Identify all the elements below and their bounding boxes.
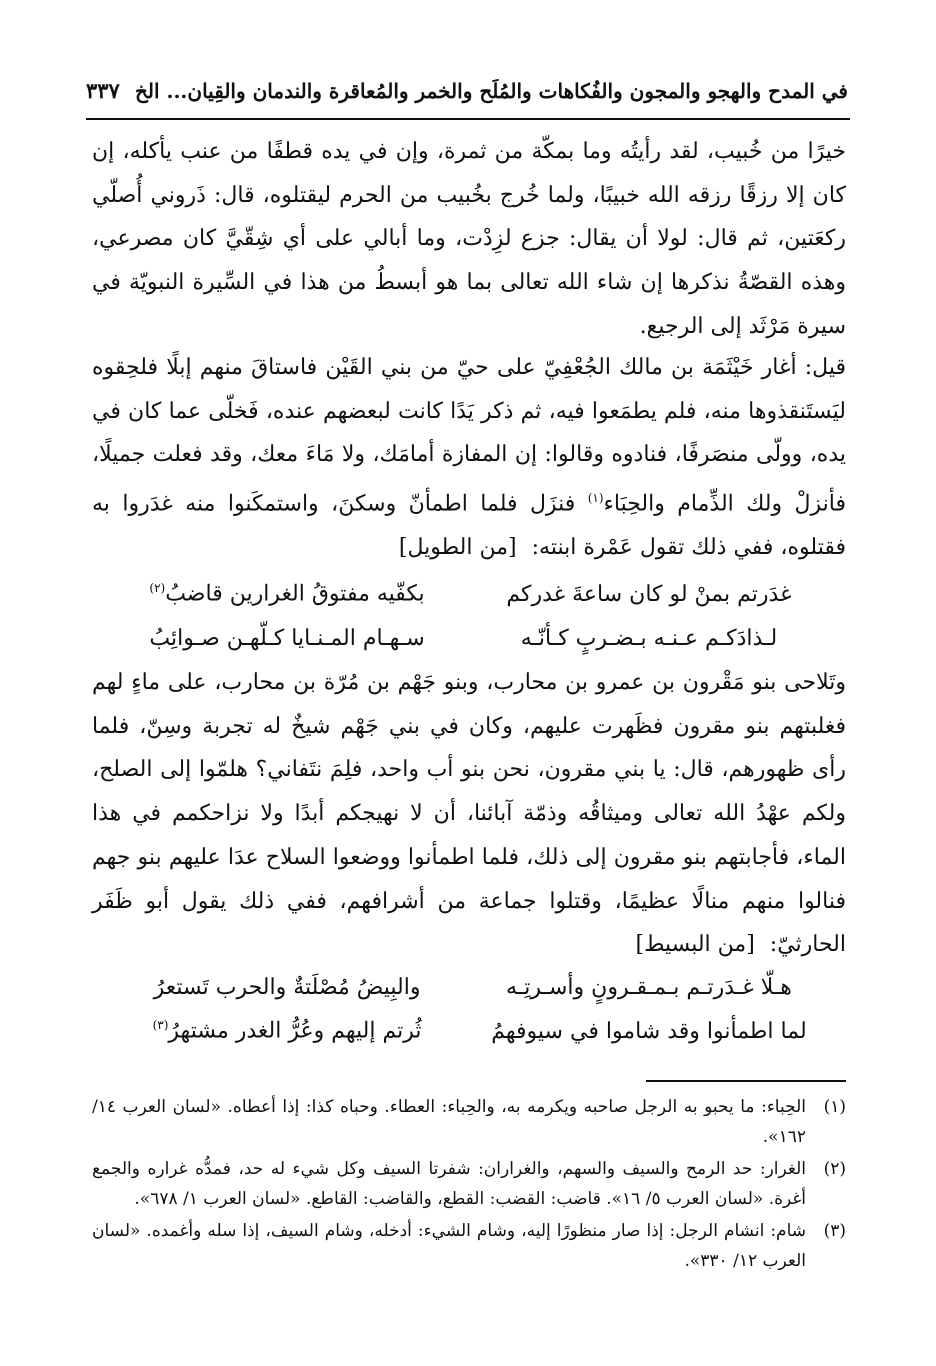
meter-label: [من البسيط] (635, 932, 755, 958)
footnote-rule (646, 1080, 846, 1082)
verse-second-hemistich (120, 1018, 454, 1043)
verse-line (120, 965, 816, 1009)
verse-first-hemistich: غدَرتم بمنْ لو كان ساعةَ غدركم (506, 581, 792, 607)
footnote (92, 1092, 846, 1152)
paragraph-text (92, 661, 846, 967)
paragraph-2 (92, 346, 846, 570)
verse-second-hemistich: سـهـام المـنـايا كـلّهـن صـوائِبُ (149, 625, 425, 651)
footnotes (92, 1092, 846, 1278)
footnote-number: (٣) (823, 1221, 846, 1241)
verse-second-hemistich: والبِيضُ مُصْلَتةٌ والحرب تَستعرُ (153, 974, 421, 1000)
footnote-number: (٢) (823, 1159, 846, 1179)
verse-text: ثُرتم إليهم وعُرُّ الغدر مشتهرُ (168, 1018, 422, 1044)
verse-line (120, 1009, 816, 1053)
paragraph-text (92, 346, 846, 570)
header-rule (86, 118, 850, 120)
running-header (86, 78, 848, 103)
verse-text: بكفّيه مفتوقُ الغرارين قاضبُ (165, 581, 425, 607)
paragraph-1 (92, 130, 846, 349)
verse-first-hemistich: هـلّا غـدَرتـم بـمـقـرونٍ وأسـرتِـه (506, 974, 792, 1000)
verse-line (120, 572, 816, 616)
paragraph-text-part: فنزَل فلما اطمأنّ وسكنَ، واستمكَنوا منه غدَروا به فقتلوه، ففي ذلك تقول عَمْرة ابنته: (92, 491, 846, 561)
paragraph-text: خيرًا من خُبيب، لقد رأيتُه وما بمكّة من ثمرة، وإن في يده قطفًا من عنب يأكله، إن كان إلا رزقًا رزقه الله خبيبًا، ولما خُرج بخُبيب من الحرم ليقتلوه، قال: ذَروني أُصلّي ركعَتين، ثم قال: لولا أن يقال: جزع لزِدْت، وما أبالي على أي شِقّيَّ كان مصرعي، وهذه القصّةُ نذكرها إن شاء الله تعالى بما هو أبسطُ من هذا في السِّيرة النبويّة في سيرة مَرْثَد إلى الرجيع. (92, 139, 846, 339)
meter-label: [من الطويل] (398, 535, 517, 561)
verse-second-hemistich (120, 581, 454, 606)
footnote-ref: (١) (587, 491, 604, 506)
footnote-ref: (٣) (152, 1018, 169, 1033)
footnote-ref: (٢) (149, 581, 166, 596)
running-title: في المدح والهجو والمجون والفُكاهات والمُلَح والخمر والمُعاقرة والندمان والقِيان... الخ (134, 79, 848, 103)
poem-2 (120, 965, 816, 1053)
footnote-text: الغرار: حد الرمح والسيف والسهم، والغراران: شفرتا السيف وكل شيء له حد، فمدُّه غراره والجمع أغرة. «لسان العرب ٥/ ١٦». قاضب: القضب: القطع، والقاضب: القاطع. «لسان العرب ١/ ٦٧٨». (92, 1159, 806, 1209)
footnote-number: (١) (823, 1097, 846, 1117)
verse-line (120, 616, 816, 660)
poem-1 (120, 572, 816, 660)
paragraph-text-part: وتَلاحى بنو مَقْرون بن عمرو بن محارب، وبنو جَهْم بن مُرّة بن محارب، على ماءٍ لهم فغلبتهم بنو مقرون فظَهرت عليهم، وكان في بني جَهْم شيخٌ له تجربة وسِنّ، فلما رأى ظهورهم، قال: يا بني مقرون، نحن بنو أب واحد، فلِمَ نتَفاني؟ هلمّوا إلى الصلح، ولكم عهْدُ الله تعالى وميثاقُه وذمّة آبائنا، أن لا نهيجكم أبدًا ولا نزاحكمم في هذا الماء، فأجابتهم بنو مقرون إلى ذلك، فلما اطمأنوا ووضعوا السلاح عدَا عليهم بنو جهم فنالوا منهم منالًا عظيمًا، وقتلوا جماعة من أشرافهم، ففي ذلك يقول أبو ظَفَر الحارثيّ: (92, 670, 846, 958)
paragraph-text-part: قيل: أغار خَيْثَمَة بن مالك الجُعْفِيّ على حيّ من بني القَيْن فاستاقَ منهم إبلًا فلحِقوه ليَستَنقذوها منه، فلم يطمَعوا فيه، ثم ذكر يَدًا كانت لبعضهم عنده، فَخلّى عما كان في يده، وولّى منصَرفًا، فنادوه وقالوا: إن المفازة أمامَك، ولا مَاءَ معك، وقد فعلت جميلًا، فأنزلْ ولك الذِّمام والحِبَاء (92, 355, 846, 517)
verse-first-hemistich: لما اطمأنوا وقد شاموا في سيوفهمُ (491, 1018, 807, 1044)
verse-first-hemistich: لـذادَكـم عـنـه بـضـربٍ كـأنّـه (520, 625, 778, 651)
page-number: ٣٣٧ (86, 78, 120, 103)
footnote-text: شام: انشام الرجل: إذا صار منظورًا إليه، وشام الشيء: أدخله، وشام السيف، إذا سله وأغمده. «لسان العرب ١٢/ ٣٣٠». (92, 1221, 806, 1271)
footnote (92, 1154, 846, 1214)
paragraph-3 (92, 661, 846, 967)
footnote-text: الحِباء: ما يحبو به الرجل صاحبه ويكرمه به، والحِباء: العطاء. وحباه كذا: إذا أعطاه. «لسان العرب ١٤/ ١٦٢». (92, 1097, 806, 1147)
footnote (92, 1216, 846, 1276)
